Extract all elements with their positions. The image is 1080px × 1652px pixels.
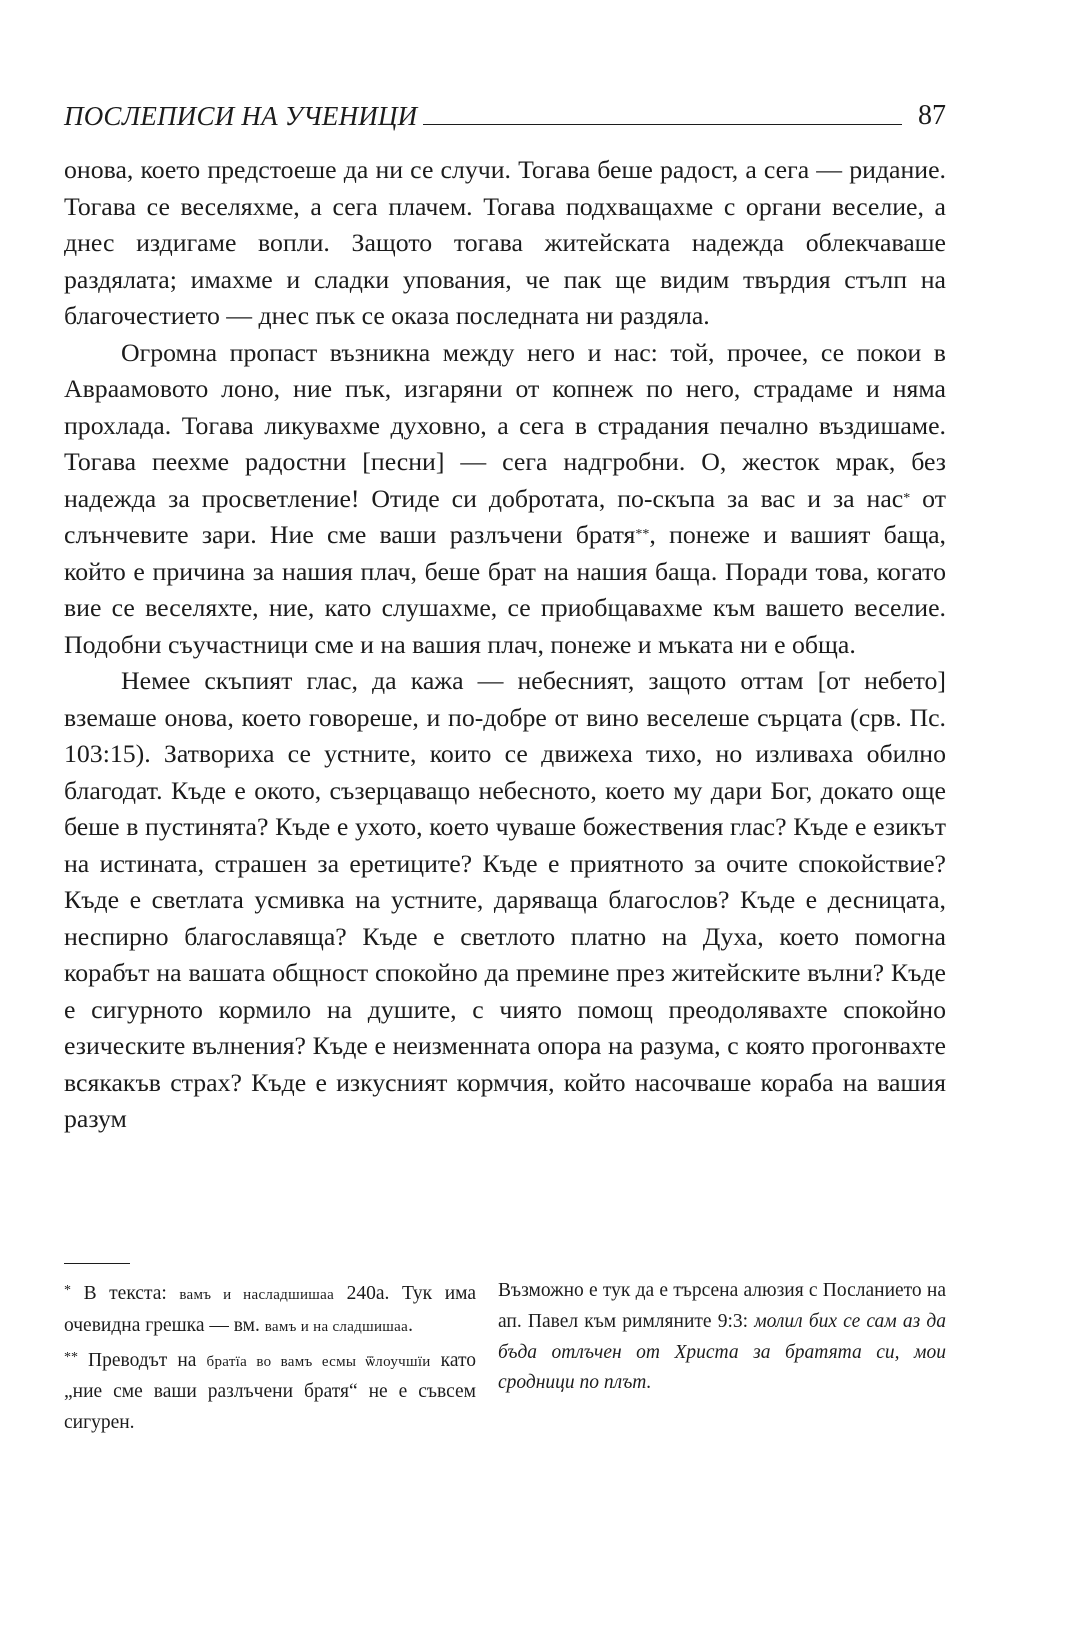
footnote-2-continuation <box>498 1276 946 1399</box>
footnotes-right-column <box>498 1276 946 1399</box>
footnote-1-church-slavonic-2: вамъ и на сладшишаа <box>264 1318 409 1335</box>
footnote-ref-1: * <box>903 490 911 506</box>
footnote-2-text-a: Преводът на <box>78 1349 207 1371</box>
footnote-1-text-b: 240а. Тук има очевидна грешка — вм. <box>64 1283 476 1336</box>
footnote-1 <box>64 1276 476 1343</box>
header-rule <box>423 124 902 125</box>
footnote-rule <box>64 1263 130 1264</box>
footnote-2-church-slavonic: братїа во вамъ есмы ѿлоучшїи <box>206 1353 431 1370</box>
footnote-1-text-c: . <box>408 1314 413 1336</box>
paragraph-2-part-1: Огромна пропаст възникна между него и нас: той, прочее, се покои в Авраамовото лоно, ние пък, изгаряни от копнеж по него, страдаме и няма прохлада. Тогава ликувахме духовно, а сега в страдания печално въздишаме. Тогава пеехме радостни [песни] — сега надгробни. О, жесток мрак, без надежда за просветление! Отиде си добротата, по-скъпа за вас и за нас <box>64 337 946 513</box>
footnote-1-text-a: В текста: <box>71 1283 180 1304</box>
paragraph-2-part-2: от слънчевите зари. Ние сме ваши разлъчени братя <box>64 483 947 549</box>
footnote-2 <box>64 1343 476 1439</box>
footnote-2-continuation-text: Възможно е тук да е търсена алюзия с Посланието на ап. Павел към римляните 9:3: <box>498 1280 946 1332</box>
paragraph-2-part-3: , понеже и вашият баща, който е причина за нашия плач, беше брат на нашия баща. Поради това, когато вие се веселяхте, ние, като слушахме, се приобщавахме към вашето веселие. Подобни съучастници сме и на вашия плач, понеже и мъката ни е обща. <box>64 520 946 659</box>
footnote-2-mark: ** <box>64 1349 78 1365</box>
main-text <box>64 152 946 1138</box>
footnotes-left-column <box>64 1276 476 1439</box>
footnote-1-mark: * <box>64 1283 71 1298</box>
paragraph-3: Немее скъпият глас, да кажа — небесният, защото оттам [от небето] вземаше онова, което говореше, и по-добре от вино веселеше сърцата (срв. Пс. 103:15). Затвориха се устните, които се движеха тихо, но изливаха обилно благодат. Къде е окото, съзерцаващо небесното, което му дари Бог, докато още беше в пустинята? Къде е ухото, което чуваше божествения глас? Къде е езикът на истината, страшен за еретиците? Къде е приятното за очите спокойствие? Къде е светлата усмивка на устните, даряваща благослов? Къде е десницата, неспирно благославяща? Къде е светлото платно на Духа, което помогна корабът на вашата общност спокойно да премине през житейските вълни? Къде е сигурното кормило на душите, с чиято помощ преодолявахте спокойно езическите вълнения? Къде е неизменната опора на разума, с която прогонвахте всякакъв страх? Къде е изкусният кормчия, който насочваше кораба на вашия разум <box>64 666 946 1133</box>
running-head <box>64 92 946 132</box>
running-title: ПОСЛЕПИСИ НА УЧЕНИЦИ <box>64 101 418 131</box>
footnote-2-quote: молил бих се сам аз да бъда отлъчен от Христа за братята си, мои сродници по плът. <box>498 1310 947 1394</box>
paragraph-1: онова, което предстоеше да ни се случи. Тогава беше радост, а сега — ридание. Тогава се веселяхме, а сега плачем. Тогава подхващахме с органи веселие, а днес издигаме вопли. Защото тогава житейската надежда облекчаваше раздялата; имахме и сладки упования, че пак ще видим твърдия стълп на благочестието — днес пък се оказа последната ни раздяла. <box>64 155 946 330</box>
paragraph-2 <box>64 335 946 664</box>
footnote-ref-2: ** <box>635 527 650 542</box>
footnote-2-text-b: като „ние сме ваши разлъчени братя“ не е съвсем сигурен. <box>64 1349 477 1434</box>
page-number: 87 <box>918 100 946 131</box>
footnote-1-church-slavonic-1: вамъ и насладшишаа <box>179 1287 335 1303</box>
